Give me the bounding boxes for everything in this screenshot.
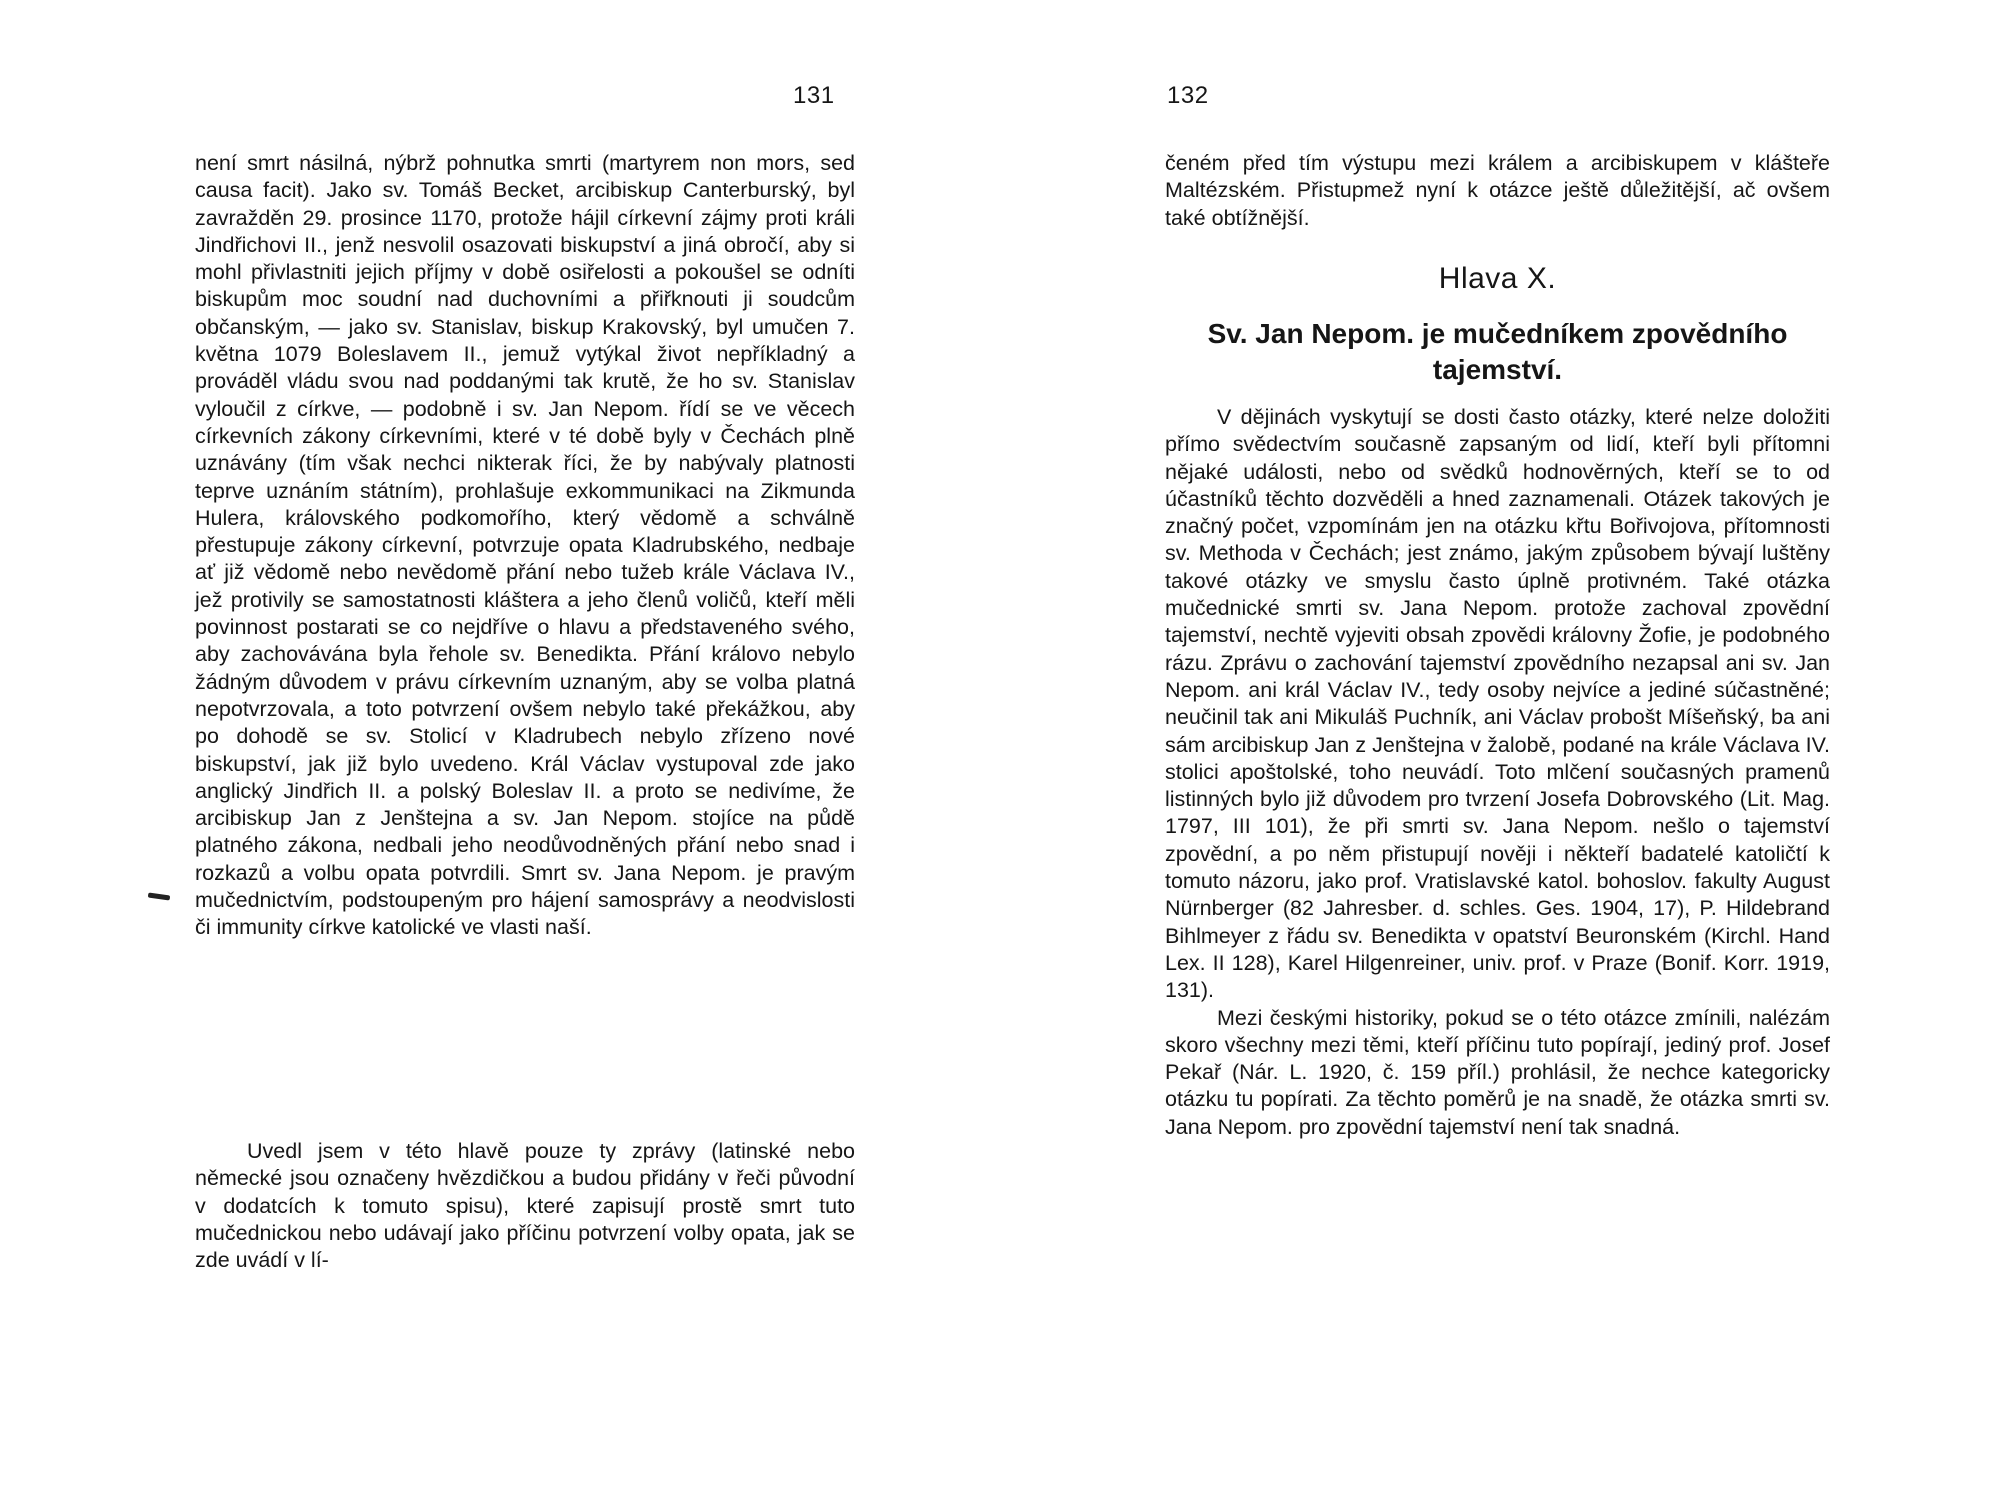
chapter-title-line: tajemství. bbox=[1432, 354, 1563, 385]
chapter-title-line: Sv. Jan Nepom. je mučedníkem zpovědního bbox=[1207, 318, 1788, 349]
body-text bbox=[195, 1138, 855, 1274]
body-text bbox=[195, 150, 855, 942]
paragraph: V dějinách vyskytují se dosti často otázky, které nelze doložiti přímo svědectvím současně zapsaným od lidí, kteří byli přítomni nějaké události, nebo od svědků hodnověrných, kteří se to od účastníků těchto dozvěděli a hned zaznamenali. Otázek takových je značný počet, vzpomínám jen na otázku křtu Bořivojova, přítomnosti sv. Methoda v Čechách; jest známo, jakým způsobem bývají luštěny takové otázky ve smyslu často úplně protivném. Také otázka mučednické smrti sv. Jana Nepom. protože zachoval zpovědní tajemství, nechtě vyjeviti obsah zpovědi královny Žofie, je podobného rázu. Zprávu o zachování tajemství zpovědního nezapsal ani sv. Jan Nepom. ani král Václav IV., tedy osoby nejvíce a jediné súčastněné; neučinil tak ani Mikuláš Puchník, ani Václav probošt Míšeňský, ba ani sám arcibiskup Jan z Jenštejna v žalobě, podané na krále Václava IV. stolici apoštolské, toho neuvádí. Toto mlčení současných pramenů listinných bylo již důvodem pro tvrzení Josefa Dobrovského (Lit. Mag. 1797, III 101), že při smrti sv. Jana Nepom. nešlo o tajemství zpovědní, a po něm přistupují nověji i někteří badatelé katoličtí k tomuto názoru, jako prof. Vratislavské katol. bohoslov. fakulty August Nürnberger (82 Jahresber. d. schles. Ges. 1904, 17), P. Hildebrand Bihlmeyer z řádu sv. Benedikta v opatství Beuronském (Kirchl. Hand Lex. II 128), Karel Hilgenreiner, univ. prof. v Praze (Bonif. Korr. 1919, 131). bbox=[1165, 405, 1830, 1003]
body-text bbox=[1165, 404, 1830, 1141]
margin-mark bbox=[148, 892, 170, 900]
paragraph: není smrt násilná, nýbrž pohnutka smrti (martyrem non mors, sed causa facit). Jako sv. Tomáš Becket, arcibiskup Canterburský, byl zavražděn 29. prosince 1170, protože hájil církevní zájmy proti králi Jindřichovi II., jenž nesvolil osazovati biskupství a jiná obročí, aby si mohl přivlastniti jejich příjmy v době osiřelosti a pokoušel se odníti biskupům moc soudní nad duchovními a přiřknouti ji soudcům občanským, — jako sv. Stanislav, biskup Krakovský, byl umučen 7. května 1079 Boleslavem II., jemuž vytýkal život nepříkladný a prováděl vládu svou nad poddanými tak krutě, že ho sv. Stanislav vyloučil z církve, — podobně i sv. Jan Nepom. řídí se ve věcech církevních zákony církevními, které v té době byly v Čechách plně uznávány (tím však nechci nikterak říci, že by nabývaly platnosti teprve uznáním státním), prohlašuje exkommunikaci na Zikmunda Hulera, královského podkomořího, který vědomě a schválně přestupuje zákony církevní, potvrzuje opata Kladrubského, nedbaje ať již vědomě nebo nevědomě přání nebo tužeb krále Václava IV., jež protivily se samostatnosti kláštera a jeho členů voličů, kteří měli povinnost postarati se co nejdříve o hlavu a představeného svého, aby zachovávána byla řehole sv. Benedikta. Přání královo nebylo žádným důvodem v právu církevním uznaným, aby se volba platná nepotvrzovala, a toto potvrzení ovšem nebylo také překážkou, aby po dohodě se sv. Stolicí v Kladrubech nebylo zřízeno nové biskupství, jak již bylo uvedeno. Král Václav vystupoval zde jako anglický Jindřich II. a polský Boleslav II. a proto se nedivíme, že arcibiskup Jan z Jenštejna a sv. Jan Nepom. stojíce na půdě platného zákona, nedbali jeho neodůvodněných přání nebo snad i rozkazů a volbu opata potvrdili. Smrt sv. Jana Nepom. je pravým mučednictvím, podstoupeným pro hájení samosprávy a neodvislosti či immunity církve katolické ve vlasti naší. bbox=[195, 151, 855, 940]
paragraph: čeném před tím výstupu mezi králem a arcibiskupem v klášteře Maltézském. Přistupmež nyní k otázce ještě důležitější, ač ovšem také obtížnější. bbox=[1165, 151, 1830, 230]
paragraph: Mezi českými historiky, pokud se o této otázce zmínili, nalézám skoro všechny mezi těmi, kteří příčinu tuto popírají, jediný prof. Josef Pekař (Nár. L. 1920, č. 159 příl.) prohlásil, že nechce kategoricky otázku tu popírati. Za těchto poměrů je na snadě, že otázka smrti sv. Jana Nepom. pro zpovědní tajemství není tak snadná. bbox=[1165, 1005, 1830, 1139]
chapter-title bbox=[1165, 316, 1830, 388]
chapter-heading: Hlava X. bbox=[1438, 262, 1557, 295]
paragraph: Uvedl jsem v této hlavě pouze ty zprávy (latinské nebo německé jsou označeny hvězdičkou a budou přidány v řeči původní v dodatcích k tomuto spisu), které zapisují prostě smrt tuto mučednickou nebo udávají jako příčinu potvrzení volby opata, jak se zde uvádí v lí- bbox=[195, 1139, 855, 1273]
page-number: 132 bbox=[1167, 82, 1209, 109]
body-text bbox=[1165, 150, 1830, 232]
page-number: 131 bbox=[793, 82, 835, 109]
